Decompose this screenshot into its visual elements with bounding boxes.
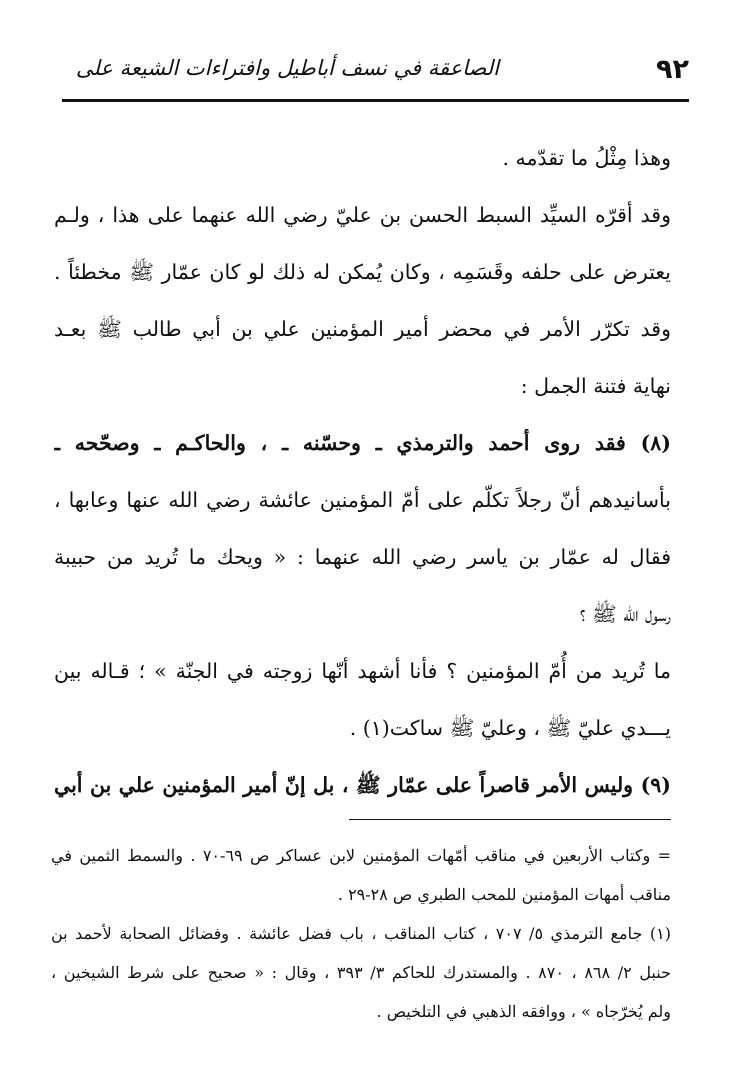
- footnote-line: مناقب أمهات المؤمنين للمحب الطبري ص ٢٨-٢٩ .: [337, 885, 671, 904]
- footnotes: [51, 836, 671, 1031]
- footnote-line: = وكتاب الأربعين في مناقب أمّهات المؤمنين لابن عساكر ص ٦٩-٧٠ . والسمط الثمين في: [51, 846, 671, 865]
- text-line: وقد أقرّه السيِّد السبط الحسن بن عليّ رضي الله عنهما على هذا ، ولـم: [54, 203, 671, 227]
- text-line: بأسانيدهم أنّ رجلاً تكلّم على أمّ المؤمنين عائشة رضي الله عنها وعابها ،: [54, 488, 671, 512]
- text-line: وهذا مِثْلُ ما تقدّمه .: [502, 146, 671, 170]
- running-title: الصاعقة في نسف أباطيل وافتراءات الشيعة على: [75, 56, 499, 80]
- footnote-line: حنبل ٢/ ٨٦٨ ، ٨٧٠ . والمستدرك للحاكم ٣/ ٣٩٣ ، وقال : « صحيح على شرط الشيخين ،: [51, 963, 671, 982]
- text-line: رسول الله ﷺ ؟: [579, 602, 671, 626]
- text-line: يعترض على حلفه وقَسَمِه ، وكان يُمكن له ذلك لو كان عمّار ﷺ مخطئاً .: [54, 260, 671, 284]
- text-line: يـــدي عليّ ﷺ ، وعليّ ﷺ ساكت(١) .: [349, 716, 671, 740]
- page-header: [62, 50, 689, 94]
- text-line: نهاية فتنة الجمل :: [520, 374, 671, 398]
- footnote-line: (١) جامع الترمذي ٥/ ٧٠٧ ، كتاب المناقب ، باب فضل عائشة . وفضائل الصحابة لأحمد بن: [51, 924, 671, 943]
- text-line: فقال له عمّار بن ياسر رضي الله عنهما : « ويحك ما تُريد من حبيبة: [54, 545, 671, 569]
- header-divider: [62, 99, 689, 102]
- text-line-narration-8: (٨) فقد روى أحمد والترمذي ـ وحسّنه ـ ، والحاكـم ـ وصحّحه ـ: [54, 431, 671, 455]
- main-text: [54, 130, 671, 814]
- text-line: وقد تكرّر الأمر في محضر أمير المؤمنين علي بن أبي طالب ﷺ بعـد: [54, 317, 671, 341]
- footnote-line: ولم يُخرّجاه » ، ووافقه الذهبي في التلخيص .: [376, 1002, 671, 1021]
- footnote-divider: [349, 819, 671, 820]
- page-number: ٩٢: [656, 54, 689, 85]
- text-line-narration-9: (٩) وليس الأمر قاصراً على عمّار ﷺ ، بل إنّ أمير المؤمنين علي بن أبي: [54, 773, 671, 797]
- text-line: ما تُريد من أُمّ المؤمنين ؟ فأنا أشهد أنّها زوجته في الجنّة » ؛ قـاله بين: [54, 659, 671, 683]
